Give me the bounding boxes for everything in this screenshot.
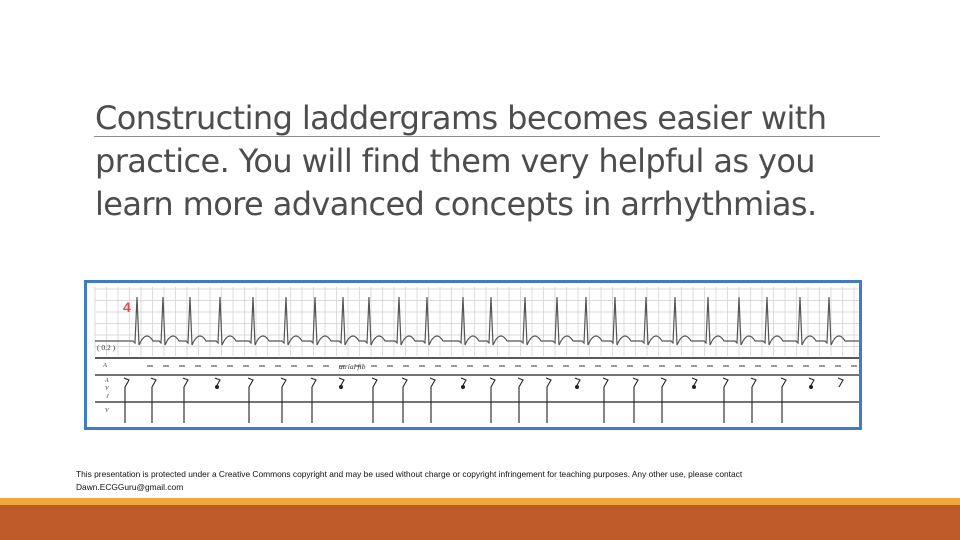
ladder-mark	[490, 378, 495, 423]
ladder-mark	[183, 378, 188, 423]
ladder-block-dot	[692, 385, 696, 389]
ladder-block-dot	[215, 385, 219, 389]
footer-accent-stripe	[0, 498, 960, 505]
ladder-block-dot	[575, 385, 579, 389]
ladder-block-dot	[461, 385, 465, 389]
ladder-label-j: J	[106, 394, 109, 400]
ladder-mark	[281, 378, 286, 423]
ladder-label-v-bottom: V	[105, 408, 109, 414]
ladder-label-a-top: A	[103, 362, 107, 369]
ecg-laddergram-image	[84, 280, 862, 430]
rhythm-label: atrial fib	[339, 362, 366, 371]
ladder-label-v: V	[105, 386, 109, 392]
contact-email: Dawn.ECGGuru@gmail.com	[76, 482, 184, 492]
footer-bar	[0, 505, 960, 540]
ladder-mark	[372, 378, 377, 423]
slide-title: Constructing laddergrams becomes easier with practice. You will find them very helpful as you learn more advanced concepts in arrhythmias.	[95, 99, 827, 223]
ecg-grid	[95, 287, 859, 356]
ladder-mark	[518, 378, 523, 423]
ladder-mark	[838, 378, 843, 387]
ladder-block-dot	[339, 385, 343, 389]
ladder-mark	[430, 378, 435, 423]
ladder-marks	[124, 378, 843, 423]
calibration-label: ( 0.2 )	[97, 343, 116, 352]
ecg-trace	[95, 297, 859, 345]
ladder-mark	[546, 378, 551, 423]
ladder-mark	[402, 378, 407, 423]
ladder-mark	[151, 378, 156, 423]
ladder-mark	[311, 378, 316, 423]
ladder-mark	[751, 378, 756, 423]
strip-number: 4	[123, 299, 131, 315]
ladder-block-dot	[809, 385, 813, 389]
ladder-mark	[248, 378, 253, 423]
ladder-mark	[603, 378, 608, 423]
copyright-notice	[76, 468, 876, 494]
ladder-mark	[781, 378, 786, 423]
ecg-strip-graphic	[87, 283, 859, 427]
ladder-mark	[124, 378, 129, 423]
copyright-text: This presentation is protected under a Creative Commons copyright and may be used without charge or copyright infringement for teaching purposes. Any other use, please contact	[76, 469, 743, 479]
ladder-mark	[633, 378, 638, 423]
ladder-mark	[723, 378, 728, 423]
ladder-mark	[661, 378, 666, 423]
ladder-label-a: A	[105, 378, 109, 384]
